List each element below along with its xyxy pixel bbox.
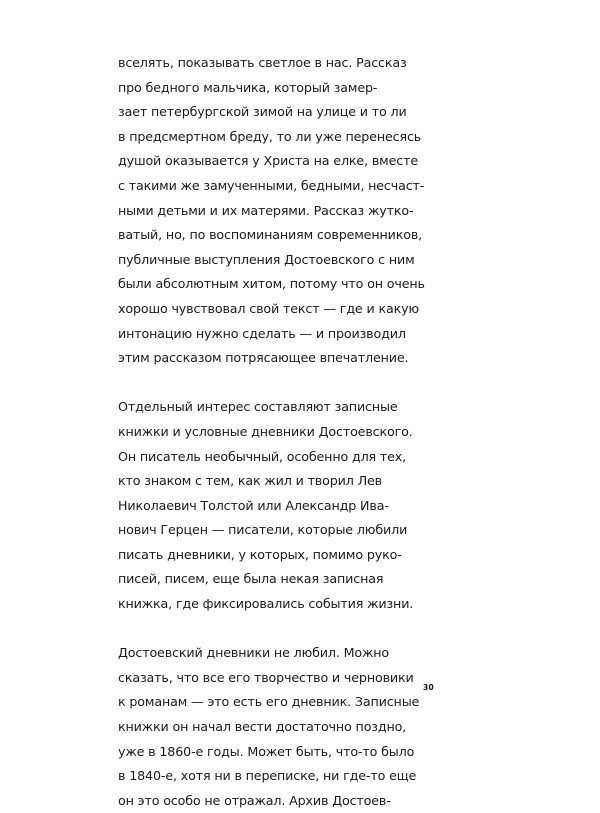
text-line: ватый, но, по воспоминаниям современников,	[118, 227, 423, 243]
text-line: ными детьми и их матерями. Рассказ жутко-	[118, 202, 414, 218]
text-line: уже в 1860-е годы. Может быть, что-то было	[118, 743, 415, 759]
text-line: публичные выступления Достоевского с ним	[118, 251, 415, 267]
text-line: про бедного мальчика, который замер-	[118, 79, 378, 95]
text-line: кто знаком с тем, как жил и творил Лев	[118, 473, 382, 489]
paragraph-gap	[118, 371, 458, 396]
text-line: интонацию нужно сделать — и производил	[118, 325, 406, 341]
text-line: были абсолютным хитом, потому что он очень	[118, 276, 425, 292]
text-line: книжки он начал вести достаточно поздно,	[118, 719, 407, 735]
text-line: в предсмертном бреду, то ли уже перенесясь	[118, 128, 422, 144]
text-line: Достоевский дневники не любил. Можно	[118, 645, 390, 661]
text-column	[118, 51, 458, 813]
text-line: с такими же замученными, бедными, несчаст-	[118, 177, 425, 193]
paragraph-gap	[118, 617, 458, 642]
text-line: зает петербургской зимой на улице и то ли	[118, 104, 407, 120]
text-line: в 1840-е, хотя ни в переписке, ни где-то еще	[118, 768, 417, 784]
page-number: 30	[423, 683, 435, 692]
paragraph-2	[118, 395, 458, 616]
text-line: нович Герцен — писатели, которые любили	[118, 522, 408, 538]
text-line: писать дневники, у которых, помимо руко-	[118, 546, 402, 562]
paragraph-1	[118, 51, 458, 371]
text-line: Отдельный интерес составляют записные	[118, 399, 398, 415]
text-line: хорошо чувствовал свой текст — где и какую	[118, 300, 419, 316]
text-line: Он писатель необычный, особенно для тех,	[118, 448, 407, 464]
text-line: книжки и условные дневники Достоевского.	[118, 423, 413, 439]
text-line: этим рассказом потрясающее впечатление.	[118, 350, 409, 366]
text-line: книжка, где фиксировались события жизни.	[118, 596, 414, 612]
text-line: он это особо не отражал. Архив Достоев-	[118, 792, 391, 808]
text-line: сказать, что все его творчество и черновики	[118, 669, 414, 685]
paragraph-3	[118, 641, 458, 813]
text-line: вселять, показывать светлое в нас. Рассказ	[118, 55, 407, 70]
text-line: к романам — это есть его дневник. Записные	[118, 694, 420, 710]
text-line: Николаевич Толстой или Александр Ива-	[118, 497, 389, 513]
text-line: душой оказывается у Христа на елке, вместе	[118, 153, 418, 169]
text-line: писей, писем, еще была некая записная	[118, 571, 384, 587]
